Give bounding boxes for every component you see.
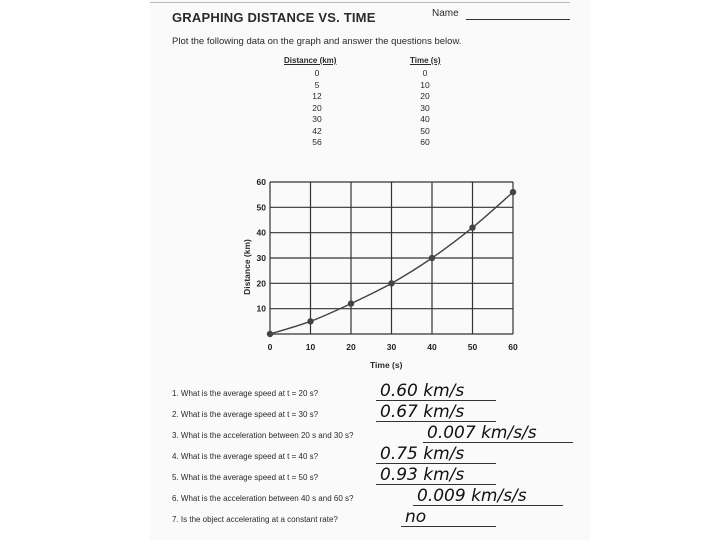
- time-value: 0: [422, 68, 428, 78]
- data-point: [307, 318, 313, 324]
- time-value: 10: [420, 79, 430, 90]
- data-point: [469, 224, 475, 230]
- question-row: [172, 507, 592, 530]
- y-tick-label: 30: [256, 253, 266, 263]
- y-tick-label: 10: [256, 303, 266, 314]
- distance-time-graph: [230, 170, 530, 390]
- y-tick-label: 20: [256, 278, 266, 289]
- time-value: 50: [420, 125, 430, 136]
- x-tick-label: 40: [427, 342, 437, 352]
- handwritten-answer: no: [405, 507, 427, 527]
- distance-column: [292, 68, 342, 149]
- handwritten-answer: 0.60 km/s: [380, 381, 465, 401]
- data-point: [388, 280, 394, 286]
- x-tick-label: 50: [467, 342, 478, 352]
- name-label: Name: [432, 8, 459, 19]
- scan-edge-line: [150, 2, 570, 3]
- data-point: [267, 331, 273, 337]
- time-value: 30: [420, 102, 430, 113]
- question-row: [172, 423, 592, 446]
- handwritten-answer: 0.009 km/s/s: [417, 486, 527, 506]
- distance-value: 0: [314, 68, 320, 78]
- question-text: 5. What is the average speed at t = 50 s?: [172, 473, 319, 482]
- graph-svg: [230, 170, 530, 370]
- time-value: 20: [420, 91, 430, 101]
- time-value: 40: [420, 114, 430, 124]
- y-axis-title: Distance (km): [242, 239, 252, 295]
- distance-value: 42: [312, 125, 322, 136]
- handwritten-answer: 0.75 km/s: [380, 444, 465, 464]
- distance-value: 12: [312, 91, 322, 101]
- question-row: [172, 402, 592, 425]
- distance-column-header: Distance (km): [284, 56, 337, 65]
- handwritten-answer: 0.007 km/s/s: [427, 423, 537, 443]
- question-row: [172, 486, 592, 509]
- x-axis-title: Time (s): [370, 360, 403, 370]
- time-column: [400, 68, 450, 149]
- handwritten-answer: 0.93 km/s: [380, 465, 465, 485]
- question-text: 1. What is the average speed at t = 20 s?: [172, 389, 319, 398]
- distance-value: 20: [312, 102, 322, 113]
- distance-value: 56: [312, 137, 322, 147]
- distance-value: 30: [312, 114, 322, 124]
- x-tick-label: 0: [267, 342, 273, 352]
- distance-value: 5: [314, 79, 320, 90]
- data-point: [429, 255, 435, 261]
- question-row: [172, 465, 592, 488]
- y-tick-label: 60: [256, 177, 266, 187]
- time-value: 60: [420, 137, 430, 147]
- question-row: [172, 381, 592, 404]
- time-column-header: Time (s): [410, 56, 441, 65]
- question-text: 7. Is the object accelerating at a constant rate?: [172, 515, 338, 524]
- y-tick-label: 50: [256, 202, 266, 213]
- y-tick-label: 40: [256, 227, 266, 238]
- x-tick-label: 20: [346, 342, 356, 352]
- question-text: 4. What is the average speed at t = 40 s?: [172, 452, 319, 461]
- x-tick-label: 10: [305, 342, 316, 352]
- instructions-text: Plot the following data on the graph and answer the questions below.: [172, 36, 462, 47]
- data-point: [348, 300, 354, 306]
- worksheet-title: GRAPHING DISTANCE VS. TIME: [172, 10, 376, 25]
- handwritten-answer: 0.67 km/s: [380, 402, 465, 422]
- x-tick-label: 30: [386, 342, 397, 352]
- name-blank-line: [466, 19, 570, 20]
- x-tick-label: 60: [508, 342, 518, 352]
- question-text: 6. What is the acceleration between 40 s and 60 s?: [172, 494, 354, 503]
- question-row: [172, 444, 592, 467]
- question-text: 3. What is the acceleration between 20 s and 30 s?: [172, 431, 354, 440]
- data-point: [510, 189, 516, 195]
- question-text: 2. What is the average speed at t = 30 s?: [172, 410, 319, 419]
